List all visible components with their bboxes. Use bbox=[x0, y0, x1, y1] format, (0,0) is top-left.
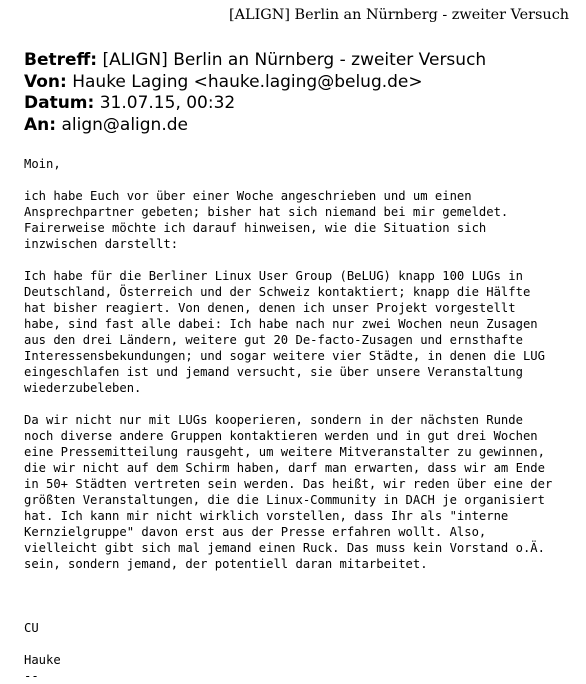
header-to-value: align@align.de bbox=[61, 114, 188, 135]
page-title: [ALIGN] Berlin an Nürnberg - zweiter Versuch bbox=[229, 7, 570, 23]
header-from-value: Hauke Laging <hauke.laging@belug.de> bbox=[72, 71, 423, 92]
header-subject-value: [ALIGN] Berlin an Nürnberg - zweiter Versuch bbox=[102, 50, 487, 70]
header-date-value: 31.07.15, 00:32 bbox=[99, 93, 236, 114]
header-from bbox=[24, 72, 486, 94]
email-headers bbox=[24, 50, 486, 136]
header-to-key: An: bbox=[24, 114, 57, 135]
email-body: Moin, ich habe Euch vor über einer Woche angeschrieben und um einen Ansprechpartner gebeten; bisher hat sich niemand bei mir gemeldet. Fairerweise möchte ich darauf hinweisen, wie die Situation sich inzwischen darstellt: Ich habe für die Berliner Linux User Group (BeLUG) knapp 100 LUGs in Deutschland, Österreich und der Schweiz kontaktiert; knapp die Hälfte hat bisher reagiert. Von denen, denen ich unser Projekt vorgestellt habe, sind fast alle dabei: Ich habe nach nur zwei Wochen neun Zusagen aus den drei Ländern, weitere gut 20 De-facto-Zusagen und ernsthafte Interessensbekundungen; und sogar weitere vier Städte, in denen die LUG eingeschlafen ist und jemand versucht, sie über unsere Veranstaltung wiederzubeleben. Da wir nicht nur mit LUGs kooperieren, sondern in der nächsten Runde noch diverse andere Gruppen kontaktieren werden und in gut drei Wochen eine Pressemitteilung rausgeht, um weitere Mitveranstalter zu gewinnen, die wir nicht auf dem Schirm haben, darf man erwarten, dass wir am Ende in 50+ Städten vertreten sein werden. Das heißt, wir reden über eine der größten Veranstaltungen, die die Linux-Community in DACH je organisiert hat. Ich kann mir nicht wirklich vorstellen, dass Ihr als "interne Kernzielgruppe" davon erst aus der Presse erfahren wollt. Also, vielleicht gibt sich mal jemand einen Ruck. Das muss kein Vorstand o.Ä. sein, sondern jemand, der potentiell daran mitarbeitet. CU Hauke -- bbox=[24, 157, 553, 683]
header-date bbox=[24, 93, 486, 115]
header-to bbox=[24, 115, 486, 137]
header-date-key: Datum: bbox=[24, 93, 95, 114]
header-from-key: Von: bbox=[24, 71, 67, 92]
header-subject-key: Betreff: bbox=[24, 50, 98, 70]
header-subject bbox=[24, 50, 486, 72]
